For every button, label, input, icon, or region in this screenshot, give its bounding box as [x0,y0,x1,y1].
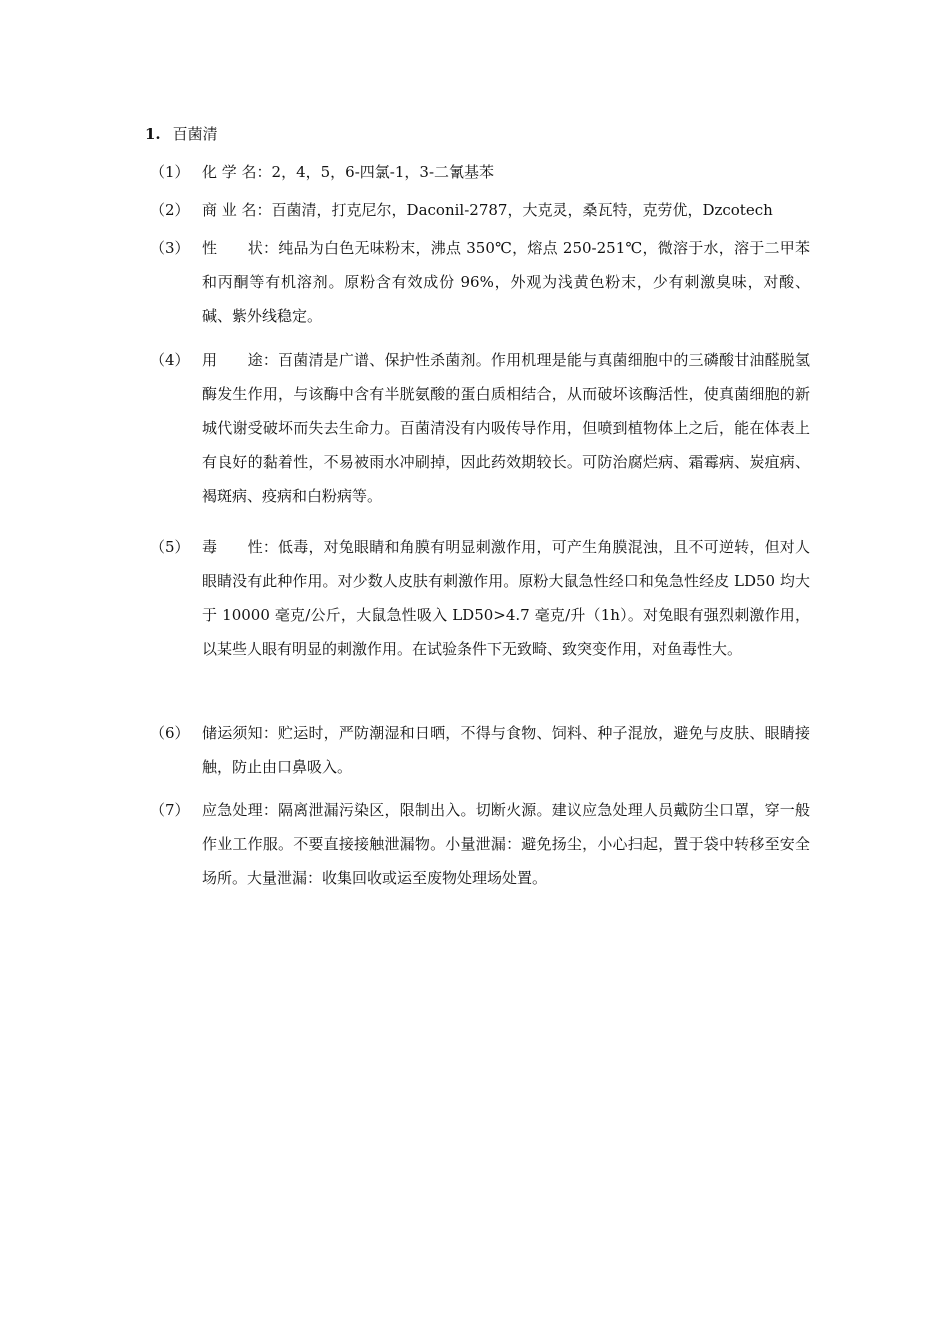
property-item-usage [150,343,810,513]
property-item-storage [150,716,810,784]
item-label: 储运须知： [202,724,279,742]
item-body [202,231,810,333]
item-body [202,716,810,784]
item-index: （4） [150,351,190,369]
item-text: 贮运时，严防潮湿和日晒，不得与食物、饲料、种子混放，避免与皮肤、眼睛接触，防止由口鼻吸入。 [202,724,810,776]
item-index: （7） [150,801,190,819]
item-label: 应急处理： [202,801,279,819]
item-body [202,793,810,895]
item-index: （6） [150,724,190,742]
item-text: 百菌清是广谱、保护性杀菌剂。作用机理是能与真菌细胞中的三磷酸甘油醛脱氢酶发生作用，与该酶中含有半胱氨酸的蛋白质相结合，从而破坏该酶活性，使真菌细胞的新城代谢受破坏而失去生命力。百菌清没有内吸传导作用，但喷到植物体上之后，能在体表上有良好的黏着性，不易被雨水冲刷掉，因此药效期较长。可防治腐烂病、霜霉病、炭疽病、褐斑病、疫病和白粉病等。 [202,351,810,505]
property-item-appearance [150,231,810,333]
item-label: 毒 性： [202,538,279,556]
property-item-chemical-name [150,155,810,189]
property-item-toxicity [150,530,810,666]
item-text: 隔离泄漏污染区，限制出入。切断火源。建议应急处理人员戴防尘口罩，穿一般作业工作服。不要直接接触泄漏物。小量泄漏：避免扬尘，小心扫起，置于袋中转移至安全场所。大量泄漏：收集回收或运至废物处理场处置。 [202,801,810,887]
item-text: 百菌清，打克尼尔，Daconil-2787，大克灵，桑瓦特，克劳优，Dzcotech [271,201,773,219]
item-text: 2，4，5，6-四氯-1，3-二氰基苯 [271,163,495,181]
item-label: 商 业 名： [202,201,272,219]
item-label: 用 途： [202,351,279,369]
item-text: 纯品为白色无味粉末，沸点 350℃，熔点 250-251℃，微溶于水，溶于二甲苯和丙酮等有机溶剂。原粉含有效成份 96%，外观为浅黄色粉末，少有刺激臭味，对酸、碱、紫外线稳定。 [202,239,810,325]
item-body [202,530,810,666]
item-index: （2） [150,201,190,219]
item-index: （1） [150,163,190,181]
property-item-emergency [150,793,810,895]
section-number: 1. [145,125,161,143]
item-label: 性 状： [202,239,279,257]
item-body [202,155,810,189]
property-item-trade-name [150,193,810,227]
item-body [202,193,810,227]
item-index: （3） [150,239,190,257]
section-heading [145,122,218,146]
item-label: 化 学 名： [202,163,272,181]
section-title: 百菌清 [172,125,218,143]
item-index: （5） [150,538,190,556]
item-body [202,343,810,513]
item-text: 低毒，对兔眼睛和角膜有明显刺激作用，可产生角膜混浊，且不可逆转，但对人眼睛没有此种作用。对少数人皮肤有刺激作用。原粉大鼠急性经口和兔急性经皮 LD50 均大于 10000 毫克/公斤，大鼠急性吸入 LD50>4.7 毫克/升（1h）。对兔眼有强烈刺激作用，以某些人眼有明显的刺激作用。在试验条件下无致畸、致突变作用，对鱼毒性大。 [202,538,810,658]
